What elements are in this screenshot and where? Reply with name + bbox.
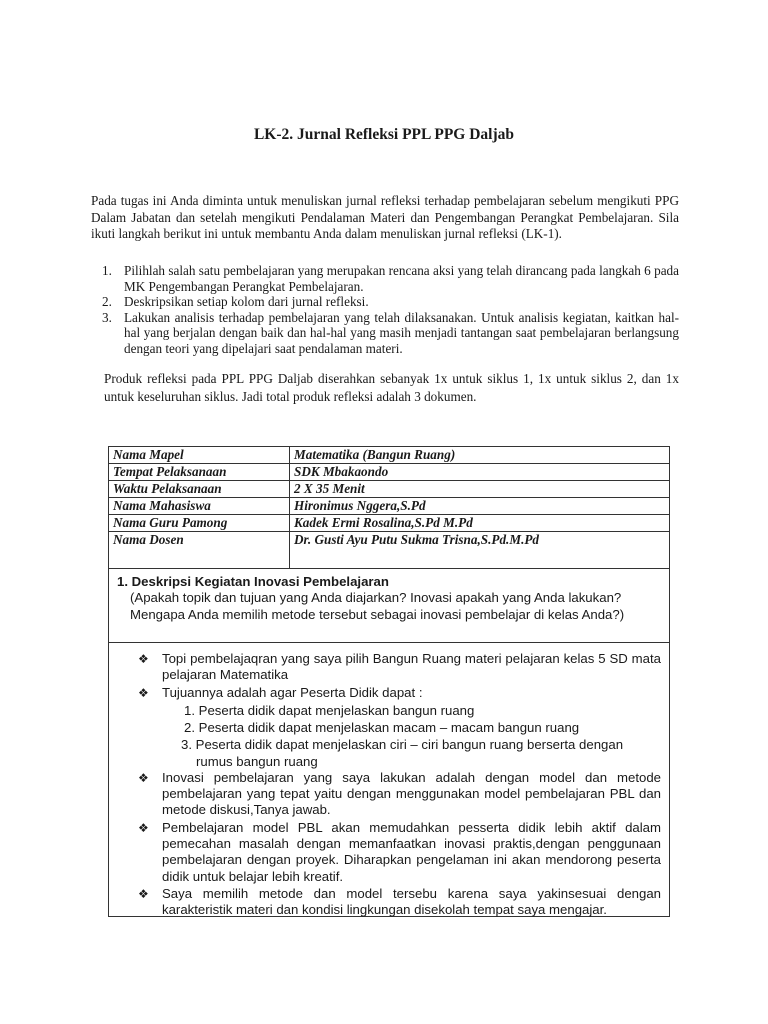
step-number: 3. <box>102 309 112 325</box>
objective-item: 2. Peserta didik dapat menjelaskan macam – macam bangun ruang <box>184 719 580 735</box>
answer-text: Inovasi pembelajaran yang saya lakukan adalah dengan model dan metode pembelajaran yang tepat yaitu dengan menggunakan model pembelajaran PBL dan metode diskusi,Tanya jawab. <box>162 769 661 818</box>
table-row <box>109 532 670 569</box>
page-title: LK-2. Jurnal Refleksi PPL PPG Daljab <box>253 126 515 143</box>
diamond-bullet-icon: ❖ <box>138 652 149 666</box>
table-row <box>109 515 670 532</box>
row-value: Hironimus Nggera,S.Pd <box>290 498 670 515</box>
answer-box <box>108 643 670 917</box>
section-question: (Apakah topik dan tujuan yang Anda diajarkan? Inovasi apakah yang Anda lakukan? Mengapa Anda memilih metode tersebut sebagai inovasi pembelajar di kelas Anda?) <box>130 590 625 622</box>
list-item <box>136 651 661 684</box>
list-item <box>136 685 661 701</box>
step-item <box>91 310 679 357</box>
row-label: Nama Guru Pamong <box>109 515 290 532</box>
step-item <box>91 294 679 310</box>
row-value: Dr. Gusti Ayu Putu Sukma Trisna,S.Pd.M.Pd <box>290 532 670 569</box>
row-label: Nama Dosen <box>109 532 290 569</box>
diamond-bullet-icon: ❖ <box>138 886 149 901</box>
diamond-bullet-icon: ❖ <box>138 685 149 700</box>
row-value: Kadek Ermi Rosalina,S.Pd M.Pd <box>290 515 670 532</box>
table-row <box>109 498 670 515</box>
section-heading: 1. Deskripsi Kegiatan Inovasi Pembelajaran <box>117 574 389 589</box>
product-paragraph: Produk refleksi pada PPL PPG Daljab diserahkan sebanyak 1x untuk siklus 1, 1x untuk siklus 2, dan 1x untuk keseluruhan siklus. Jadi total produk refleksi adalah 3 dokumen. <box>104 371 679 404</box>
row-value: SDK Mbakaondo <box>290 464 670 481</box>
answer-text: Saya memilih metode dan model tersebu karena saya yakinsesuai dengan karakteristik materi dan kondisi lingkungan disekolah tempat saya mengajar. <box>162 885 661 918</box>
diamond-bullet-icon: ❖ <box>138 770 149 785</box>
answer-text: Topi pembelajaqran yang saya pilih Bangun Ruang materi pelajaran kelas 5 SD mata pelajaran Matematika <box>162 651 661 683</box>
answer-text: Tujuannya adalah agar Peserta Didik dapat : <box>162 684 423 700</box>
list-item <box>136 886 661 919</box>
objective-item <box>136 736 661 770</box>
table-row <box>109 464 670 481</box>
row-label: Nama Mapel <box>109 447 290 464</box>
row-label: Tempat Pelaksanaan <box>109 464 290 481</box>
step-text: Lakukan analisis terhadap pembelajaran yang telah dilaksanakan. Untuk analisis kegiatan, kaitkan hal-hal yang berjalan dengan baik dan hal-hal yang masih menjadi tantangan saat pembelajaran berlangsung dengan teori yang dipelajari saat pendalaman materi. <box>124 309 679 356</box>
list-item <box>136 770 661 819</box>
objective-item: 1. Peserta didik dapat menjelaskan bangun ruang <box>184 702 475 718</box>
step-item <box>91 263 679 294</box>
step-number: 2. <box>102 294 112 309</box>
step-text: Deskripsikan setiap kolom dari jurnal refleksi. <box>124 294 369 309</box>
list-item <box>136 820 661 885</box>
row-label: Nama Mahasiswa <box>109 498 290 515</box>
row-value: 2 X 35 Menit <box>290 481 670 498</box>
objective-text-continued: rumus bangun ruang <box>196 753 318 769</box>
step-text: Pilihlah salah satu pembelajaran yang merupakan rencana aksi yang telah dirancang pada langkah 6 pada MK Pengembangan Perangkat Pembelajaran. <box>124 263 679 294</box>
intro-paragraph: Pada tugas ini Anda diminta untuk menuliskan jurnal refleksi terhadap pembelajaran sebelum mengikuti PPG Dalam Jabatan dan setelah mengikuti Pendalaman Materi dan Pengembangan Perangkat Pembelajaran. Sila ikuti langkah berikut ini untuk membantu Anda dalam menuliskan jurnal refleksi (LK-1). <box>91 193 679 241</box>
instruction-steps <box>91 263 679 356</box>
row-value: Matematika (Bangun Ruang) <box>290 447 670 464</box>
table-row <box>109 481 670 498</box>
objective-text: 3. Peserta didik dapat menjelaskan ciri – ciri bangun ruang berserta dengan <box>181 736 624 752</box>
info-table <box>108 446 670 569</box>
answer-text: Pembelajaran model PBL akan memudahkan pesserta didik lebih aktif dalam pemecahan masalah dengan memanfaatkan inovasi praktis,dengan penggunaan pembelajaran dengan proyek. Diharapkan pengelaman ini akan mendorong peserta didik untuk belajar lebih kreatif. <box>162 819 661 884</box>
step-number: 1. <box>102 263 112 278</box>
section-header-box <box>108 568 670 643</box>
row-label: Waktu Pelaksanaan <box>109 481 290 498</box>
table-row <box>109 447 670 464</box>
diamond-bullet-icon: ❖ <box>138 820 149 835</box>
